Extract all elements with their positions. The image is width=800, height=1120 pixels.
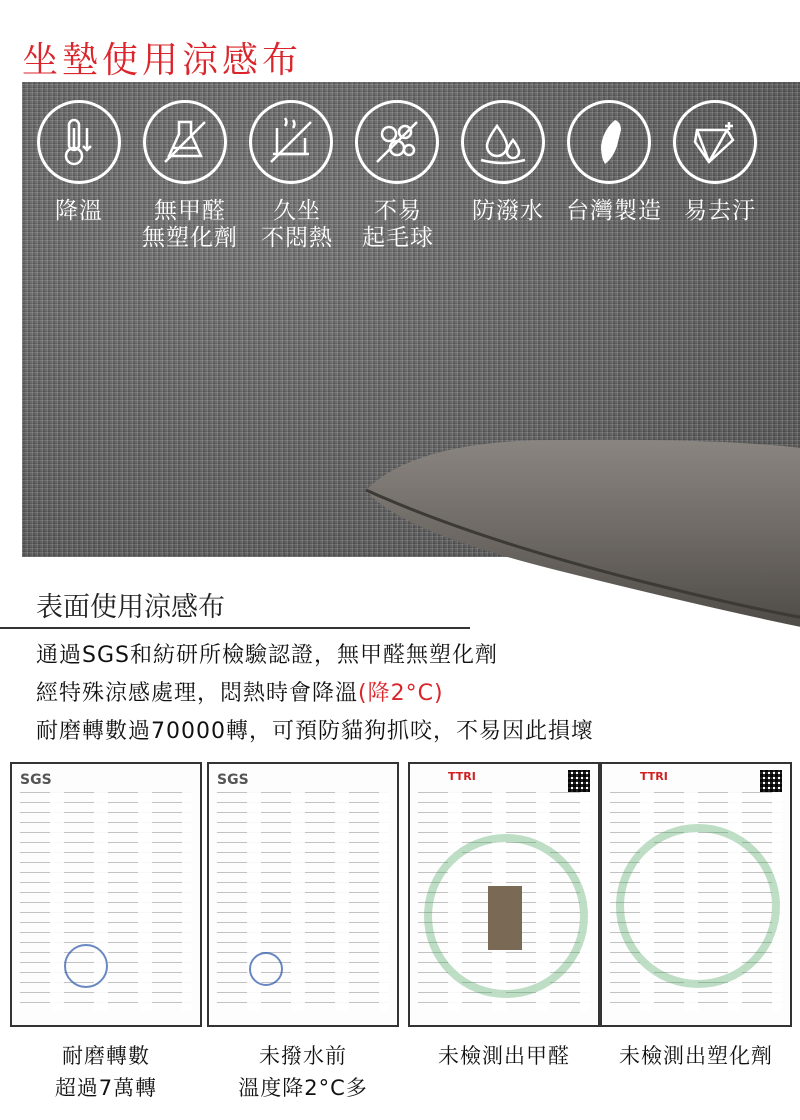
- subtitle-divider: [0, 627, 470, 629]
- feature-label-easy-clean: 易去汙: [684, 198, 756, 224]
- no-pilling-icon: [355, 100, 439, 184]
- water-drops-icon: [461, 100, 545, 184]
- description-line-2: 經特殊涼感處理，悶熱時會降溫(降2°C): [36, 681, 444, 706]
- feature-label-made-in-taiwan: 台灣製造: [566, 198, 662, 224]
- certificate-image: TTRI: [600, 762, 792, 1027]
- certificate-caption: 耐磨轉數 超過7萬轉: [54, 1044, 158, 1100]
- description-line-3: 耐磨轉數過70000轉，可預防貓狗抓咬，不易因此損壞: [36, 719, 594, 744]
- certificate-image: TTRI: [408, 762, 600, 1027]
- page-title: 坐墊使用涼感布: [22, 40, 303, 81]
- feature-label-no-pilling: 不易 起毛球: [362, 198, 434, 251]
- no-hot-chair-icon: [249, 100, 333, 184]
- certificate-caption: 未撥水前 溫度降2°C多: [238, 1044, 368, 1100]
- certificate-caption: 未檢測出塑化劑: [619, 1044, 773, 1068]
- thermometer-icon: [37, 100, 121, 184]
- certificate-image: SGS: [207, 762, 399, 1027]
- feature-label-water-repellent: 防潑水: [472, 198, 544, 224]
- taiwan-map-icon: [567, 100, 651, 184]
- no-chemical-flask-icon: [143, 100, 227, 184]
- feature-label-cooling: 降溫: [55, 198, 103, 224]
- feature-label-not-stuffy: 久坐 不悶熱: [261, 198, 333, 251]
- description-line-1: 通過SGS和紡研所檢驗認證，無甲醛無塑化劑: [36, 643, 498, 668]
- certificate-image: SGS: [10, 762, 202, 1027]
- sparkle-clean-icon: [673, 100, 757, 184]
- certificate-caption: 未檢測出甲醛: [438, 1044, 570, 1068]
- feature-label-no-formaldehyde: 無甲醛 無塑化劑: [142, 198, 238, 251]
- cushion-image: [356, 420, 800, 640]
- section-subtitle: 表面使用涼感布: [36, 592, 225, 623]
